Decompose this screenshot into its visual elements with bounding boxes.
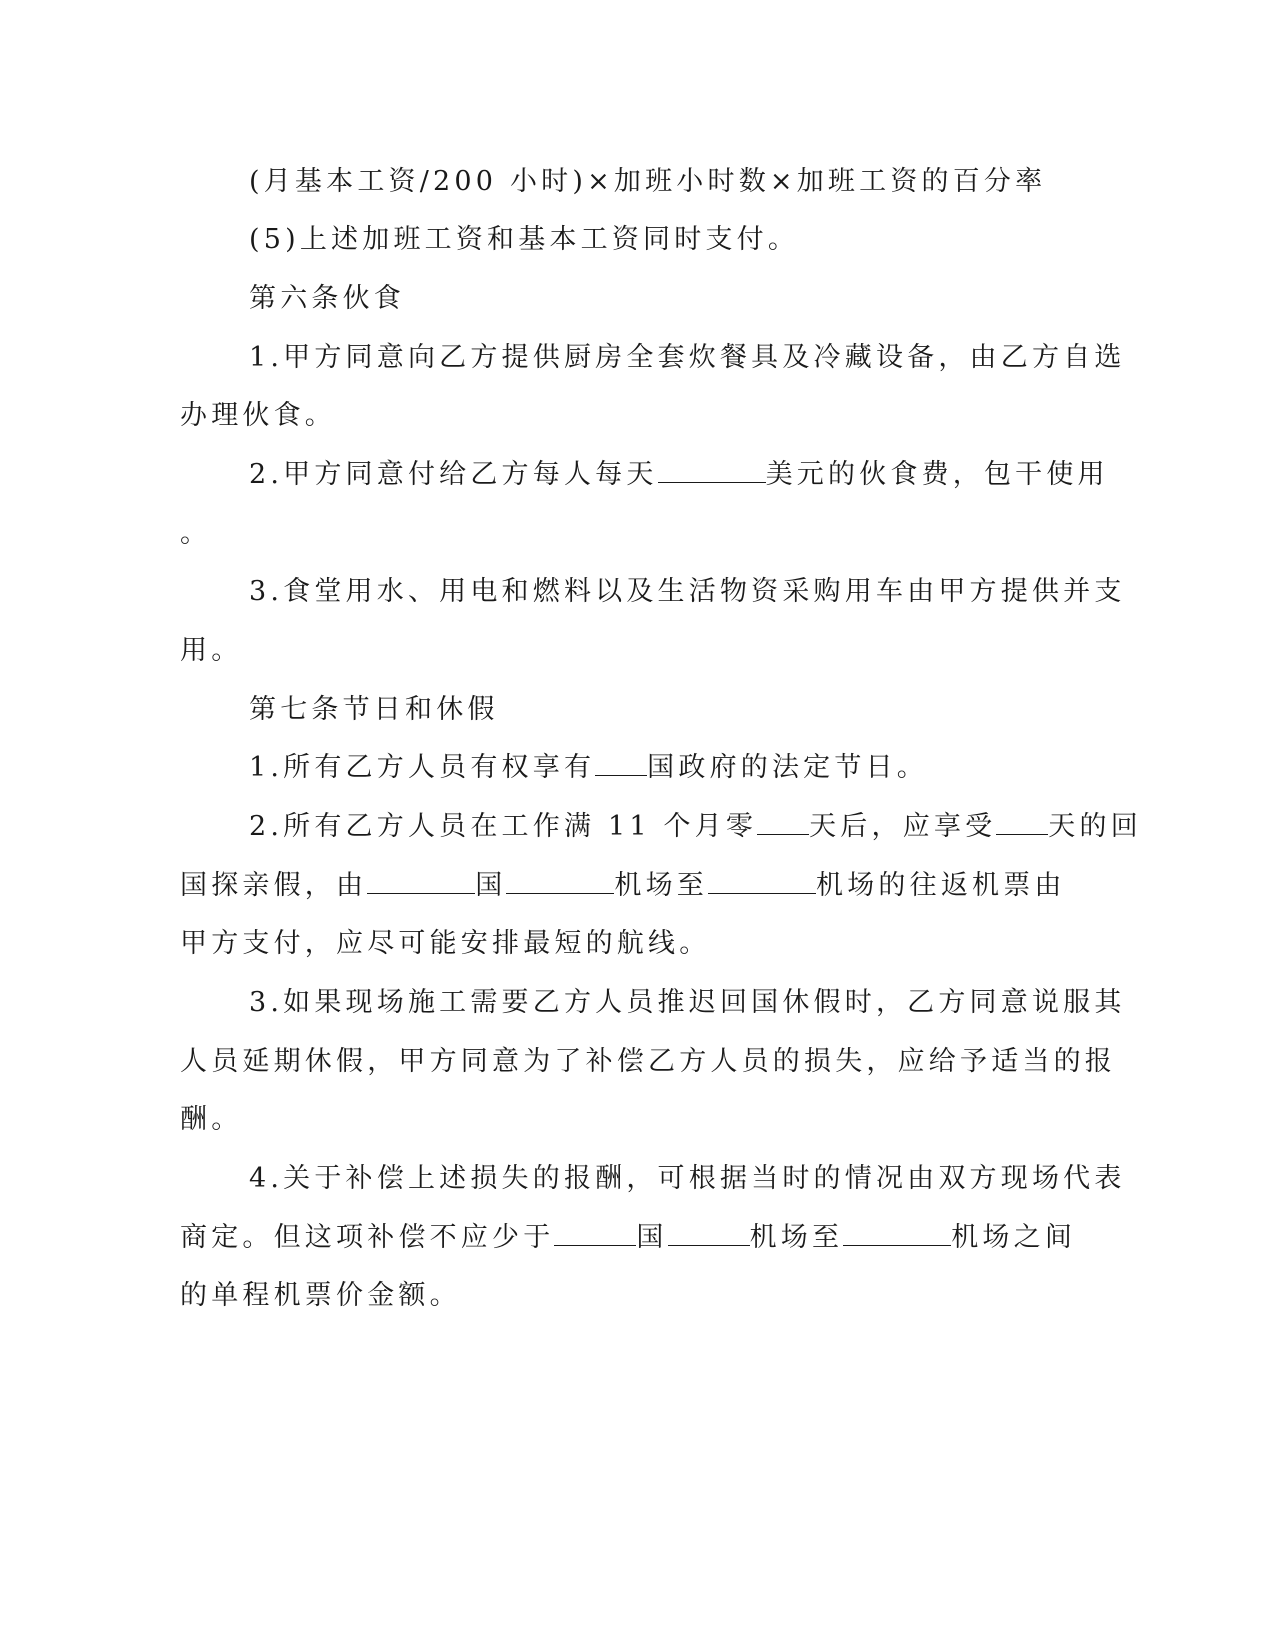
text-line xyxy=(180,633,242,669)
line-text: 办理伙食。 xyxy=(180,400,336,431)
text-line xyxy=(180,868,1066,904)
line-text: 机场的往返机票由 xyxy=(816,870,1066,901)
line-text: 3.食堂用水、用电和燃料以及生活物资采购用车由甲方提供并支 xyxy=(249,576,1126,607)
line-text: 国探亲假，由 xyxy=(180,870,368,901)
line-text: 的单程机票价金额。 xyxy=(180,1280,461,1311)
text-line xyxy=(249,164,1046,200)
line-text: 美元的伙食费，包干使用 xyxy=(765,459,1109,490)
text-line xyxy=(249,750,928,786)
line-text: 国政府的法定节日。 xyxy=(647,752,928,783)
line-text: 3.如果现场施工需要乙方人员推迟回国休假时，乙方同意说服其 xyxy=(249,987,1126,1018)
line-text: 机场至 xyxy=(614,870,709,901)
line-text: 酬。 xyxy=(180,1104,243,1135)
text-line xyxy=(249,809,1142,845)
line-text: 机场至 xyxy=(749,1222,844,1253)
fill-in-blank xyxy=(668,1221,750,1246)
text-line xyxy=(249,457,1109,493)
line-text: 商定。但这项补偿不应少于 xyxy=(180,1222,555,1253)
text-line xyxy=(249,340,1126,376)
line-text: 2.甲方同意付给乙方每人每天 xyxy=(249,459,658,490)
text-line xyxy=(180,516,211,552)
line-text: 机场之间 xyxy=(951,1222,1077,1253)
line-text: 用。 xyxy=(180,635,243,666)
text-line xyxy=(180,398,336,434)
fill-in-blank xyxy=(996,810,1048,835)
text-line xyxy=(180,1044,1116,1080)
fill-in-blank xyxy=(843,1221,951,1246)
line-text: 1.所有乙方人员有权享有 xyxy=(249,752,596,783)
line-text: 。 xyxy=(180,518,212,549)
section-heading xyxy=(249,692,499,728)
text-line xyxy=(249,574,1126,610)
line-text: 人员延期休假，甲方同意为了补偿乙方人员的损失，应给予适当的报 xyxy=(180,1046,1116,1077)
line-text: 天的回 xyxy=(1048,811,1142,842)
fill-in-blank xyxy=(506,869,614,894)
fill-in-blank xyxy=(554,1221,636,1246)
text-line xyxy=(249,1161,1126,1197)
fill-in-blank xyxy=(595,751,647,776)
fill-in-blank xyxy=(757,810,809,835)
heading-text: 第六条伙食 xyxy=(249,283,405,314)
text-line xyxy=(180,1102,242,1138)
line-text: (5)上述加班工资和基本工资同时支付。 xyxy=(249,224,800,255)
fill-in-blank xyxy=(367,869,475,894)
section-heading xyxy=(249,281,405,317)
line-text: 4.关于补偿上述损失的报酬，可根据当时的情况由双方现场代表 xyxy=(249,1163,1126,1194)
heading-text: 第七条节日和休假 xyxy=(249,694,499,725)
line-text: 2.所有乙方人员在工作满 11 个月零 xyxy=(249,811,758,842)
fill-in-blank xyxy=(708,869,816,894)
line-text: 甲方支付，应尽可能安排最短的航线。 xyxy=(180,928,711,959)
line-text: (月基本工资/200 小时)×加班小时数×加班工资的百分率 xyxy=(249,166,1047,197)
line-text: 天后，应享受 xyxy=(809,811,997,842)
line-text: 1.甲方同意向乙方提供厨房全套炊餐具及冷藏设备，由乙方自选 xyxy=(249,342,1126,373)
text-line xyxy=(249,222,799,258)
line-text: 国 xyxy=(475,870,507,901)
line-text: 国 xyxy=(636,1222,668,1253)
fill-in-blank xyxy=(658,458,766,483)
text-line xyxy=(249,985,1126,1021)
text-line xyxy=(180,1278,461,1314)
text-line xyxy=(180,1220,1076,1256)
text-line xyxy=(180,926,710,962)
